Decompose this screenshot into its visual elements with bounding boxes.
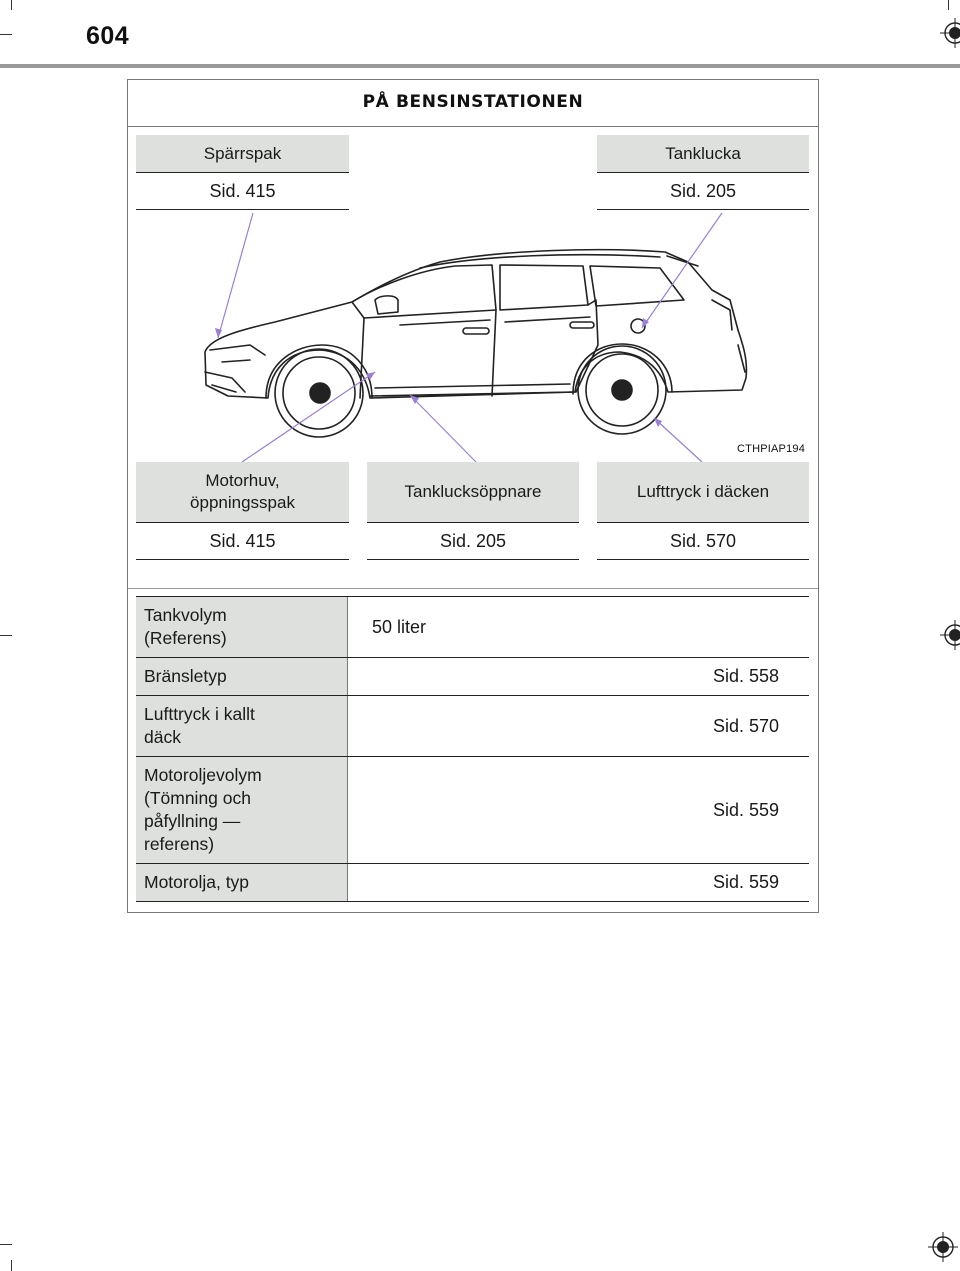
callout-page-ref: Sid. 415: [136, 523, 349, 560]
page-number: 604: [86, 22, 130, 50]
spec-value: Sid. 558: [712, 666, 779, 686]
registration-mark-mid-right: [940, 620, 960, 650]
crop-mark-mid-left: [0, 635, 12, 636]
callout-label: Tanklucka: [597, 135, 809, 173]
registration-mark-bottom-right: [928, 1232, 958, 1262]
callout-page-ref: Sid. 205: [597, 173, 809, 210]
callout-label: Spärrspak: [136, 135, 349, 173]
spec-row-cold-tire-pressure: [136, 696, 809, 757]
spec-label: Motorolja, typ: [136, 864, 348, 901]
callout-lock-lever: [136, 135, 349, 210]
figure-code: CTHPIAP194: [737, 443, 806, 455]
callout-page-ref: Sid. 205: [367, 523, 579, 560]
callout-page-ref: Sid. 415: [136, 173, 349, 210]
callout-tire-pressure: [597, 462, 809, 560]
callout-hood-release: [136, 462, 349, 560]
callout-label: Motorhuv, öppningsspak: [136, 462, 349, 523]
spec-label: Tankvolym (Referens): [136, 597, 348, 657]
callout-label: Lufttryck i däcken: [597, 462, 809, 523]
callout-page-ref: Sid. 570: [597, 523, 809, 560]
spec-row-engine-oil-type: [136, 864, 809, 902]
spec-label: Bränsletyp: [136, 658, 348, 695]
callout-fuel-door-opener: [367, 462, 579, 560]
callout-label: Tanklucksöppnare: [367, 462, 579, 523]
crop-mark-bottom: [11, 1260, 12, 1271]
spec-value: Sid. 559: [712, 872, 779, 892]
panel-title: PÅ BENSINSTATIONEN: [128, 80, 818, 127]
spec-row-engine-oil-capacity: [136, 757, 809, 864]
spec-value: Sid. 559: [712, 799, 779, 820]
spec-table: [136, 596, 809, 902]
spec-row-fuel-capacity: [136, 596, 809, 658]
spec-label: Lufttryck i kallt däck: [136, 696, 348, 756]
spec-value: 50 liter: [372, 616, 427, 637]
spec-label: Motoroljevolym (Tömning och påfyllning — referens): [136, 757, 348, 863]
crop-mark-bottom-left: [0, 1244, 12, 1245]
callout-fuel-door: [597, 135, 809, 210]
spec-row-fuel-type: [136, 658, 809, 696]
spec-value: Sid. 570: [712, 715, 779, 736]
